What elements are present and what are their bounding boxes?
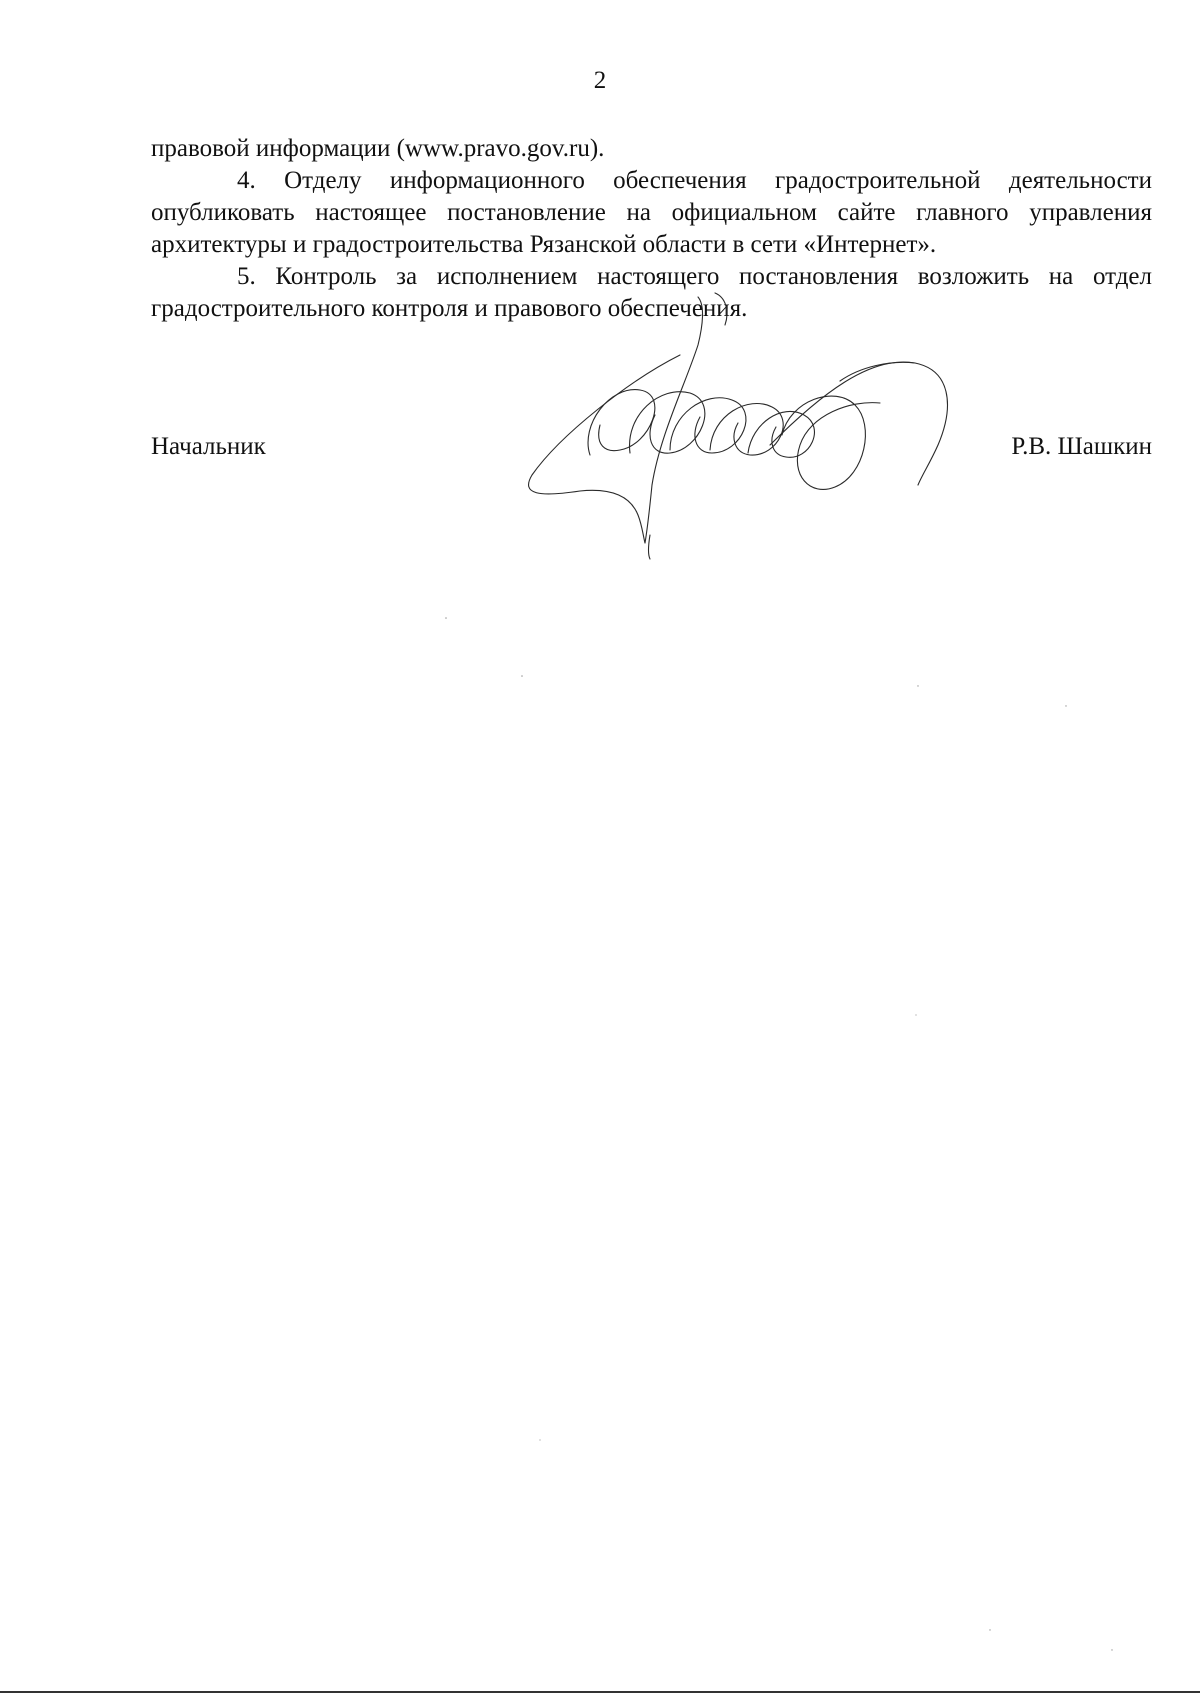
paragraph-continuation: правовой информации (www.pravo.gov.ru). (151, 135, 605, 162)
paragraph-item-5: 5. Контроль за исполнением настоящего постановления возложить на отдел градостроительного контроля и правового обеспечения. (151, 263, 1152, 322)
signer-name: Р.В. Шашкин (1011, 433, 1152, 460)
page-number: 2 (593, 67, 607, 94)
paragraph-item-4: 4. Отделу информационного обеспечения градостроительной деятельности опубликовать настоящее постановление на официальном сайте главного управления архитектуры и градостроительства Рязанской области в сети «Интернет». (151, 167, 1152, 258)
bottom-edge-line (0, 1691, 1200, 1693)
signature-block (151, 430, 1152, 464)
position-title: Начальник (151, 433, 266, 460)
handwritten-signature (520, 285, 980, 560)
